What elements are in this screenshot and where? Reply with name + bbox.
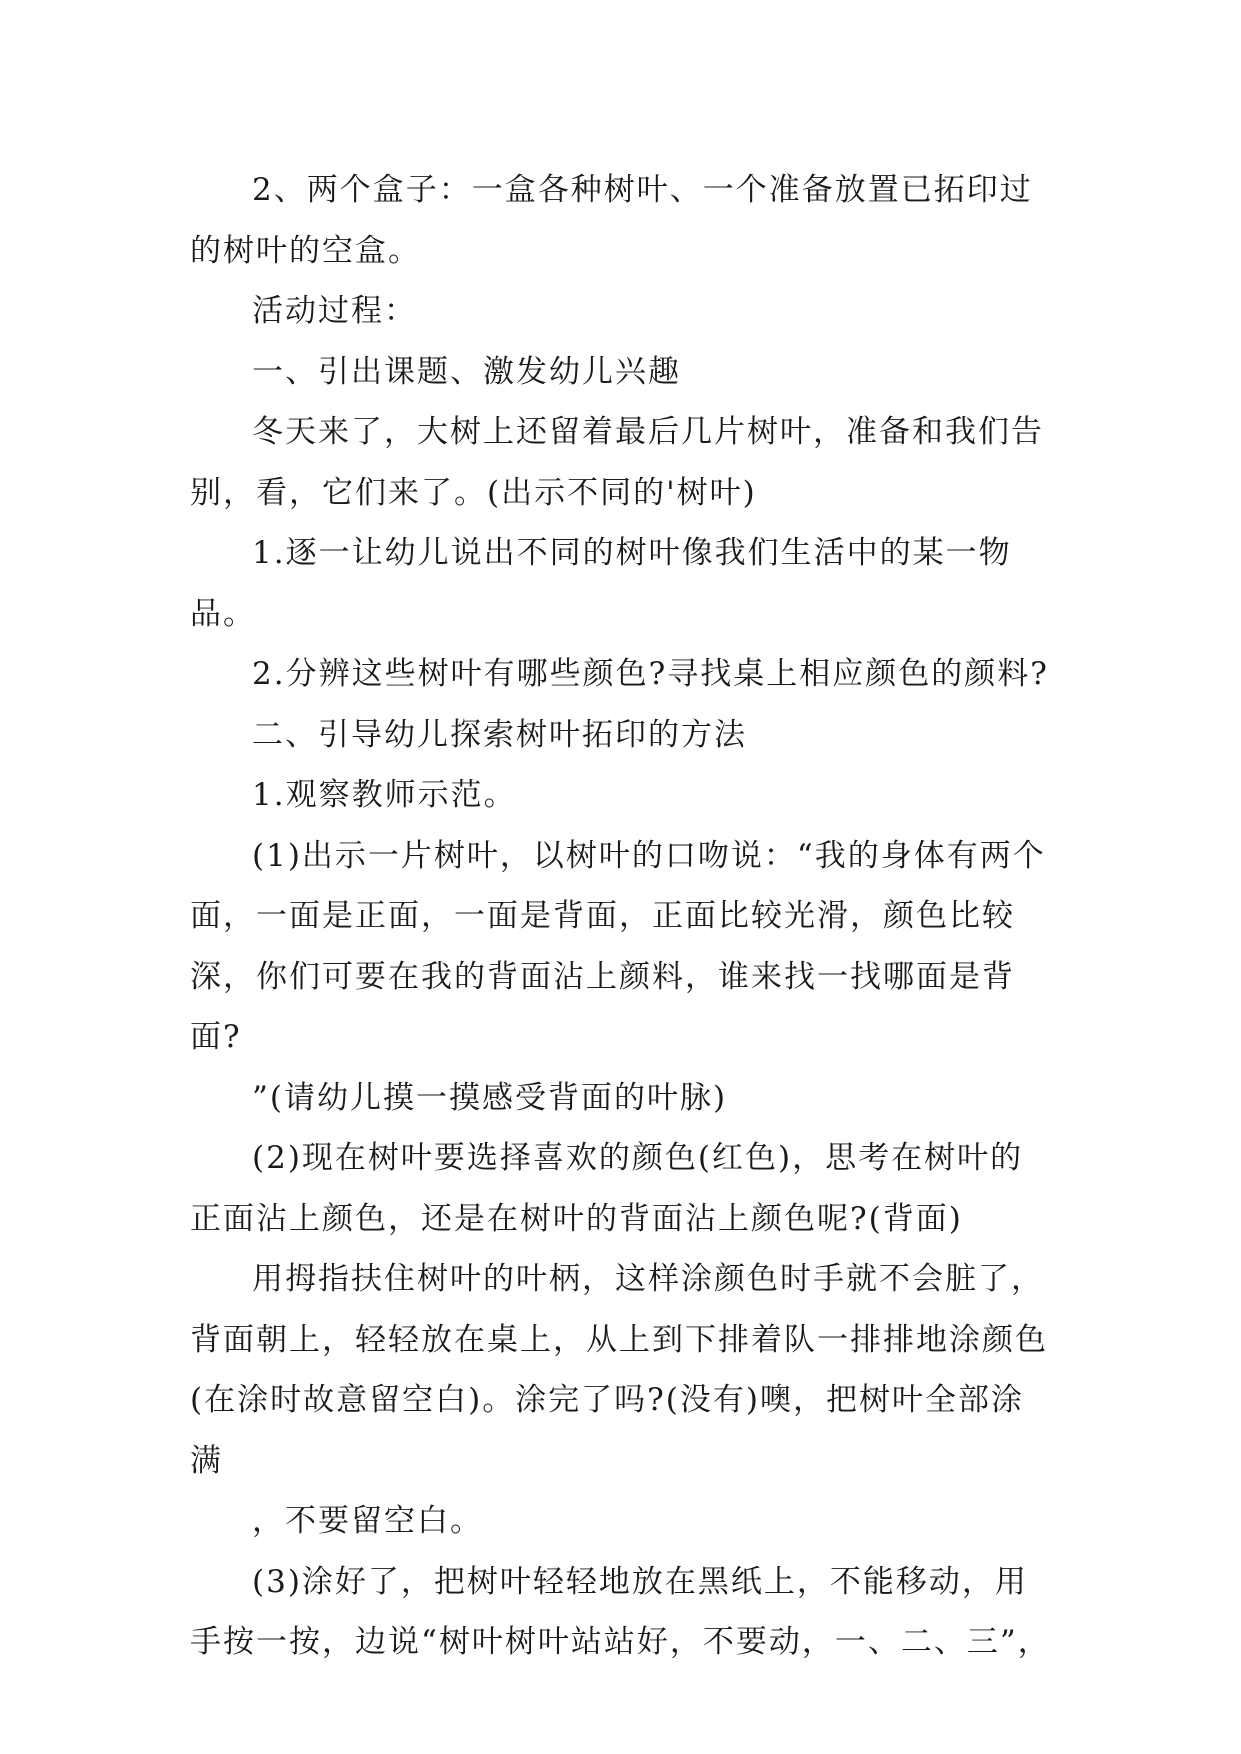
paragraph-section-two-heading: 二、引导幼儿探索树叶拓印的方法 — [252, 716, 747, 753]
paragraph-step-2-colors: 2.分辨这些树叶有哪些颜色?寻找桌上相应颜色的颜料? — [252, 656, 1049, 692]
paragraph-observe-demo: 1.观察教师示范。 — [252, 777, 517, 813]
paragraph-materials-boxes: 2、两个盒子：一盒各种树叶、一个准备放置已拓印过的树叶的空盒。 — [190, 172, 1033, 269]
paragraph-section-one-heading: 一、引出课题、激发幼儿兴趣 — [252, 353, 681, 390]
paragraph-thumb-hold: 用拇指扶住树叶的叶柄，这样涂颜色时手就不会脏了，背面朝上，轻轻放在桌上，从上到下排着队一排排地涂颜色(在涂时故意留空白)。涂完了吗?(没有)噢，把树叶全部涂满 — [190, 1261, 1048, 1479]
paragraph-no-blank: ，不要留空白。 — [252, 1503, 483, 1539]
paragraph-activity-process-heading: 活动过程： — [252, 293, 417, 329]
paragraph-step-1-describe: 1.逐一让幼儿说出不同的树叶像我们生活中的某一物品。 — [190, 535, 1012, 632]
paragraph-winter-intro: 冬天来了，大树上还留着最后几片树叶，准备和我们告别，看，它们来了。(出示不同的'树叶) — [190, 414, 1044, 511]
paragraph-demo-step-1-cont: ”(请幼儿摸一摸感受背面的叶脉) — [252, 1079, 728, 1116]
paragraph-demo-step-3: (3)涂好了，把树叶轻轻地放在黑纸上，不能移动，用手按一按，边说“树叶树叶站站好，不要动，一、二、三”， — [190, 1563, 1051, 1660]
document-body — [190, 160, 1052, 1673]
paragraph-demo-step-2: (2)现在树叶要选择喜欢的颜色(红色)，思考在树叶的正面沾上颜色，还是在树叶的背面沾上颜色呢?(背面) — [190, 1140, 1024, 1237]
paragraph-demo-step-1: (1)出示一片树叶，以树叶的口吻说：“我的身体有两个面，一面是正面，一面是背面，正面比较光滑，颜色比较深，你们可要在我的背面沾上颜料，谁来找一找哪面是背面? — [190, 837, 1046, 1055]
